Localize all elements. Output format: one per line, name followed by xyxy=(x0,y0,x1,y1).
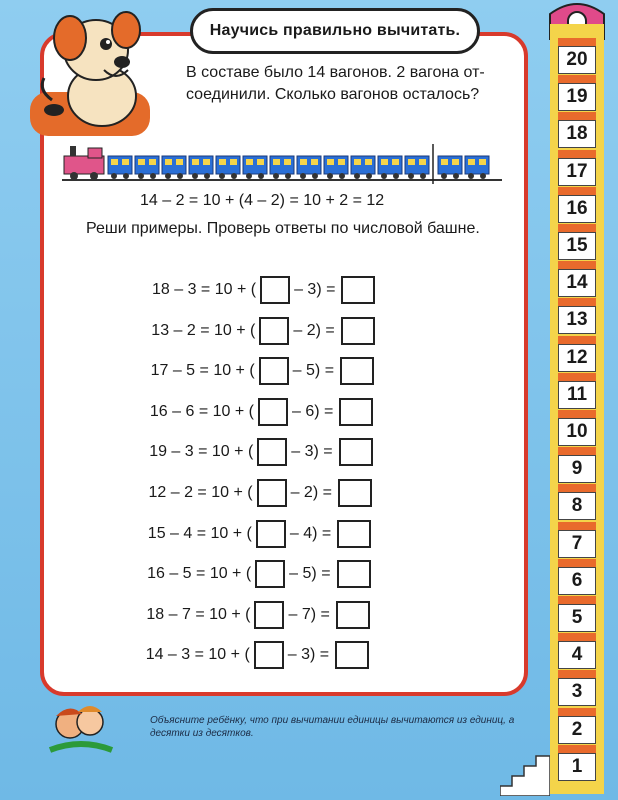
parent-footnote: Объясните ребёнку, что при вычитании единицы вычитаются из единиц, а десятки из десятков. xyxy=(150,715,515,739)
tower-number: 15 xyxy=(558,232,596,260)
tower-number: 5 xyxy=(558,604,596,632)
tower-stripe xyxy=(558,150,596,158)
exercise-left: 17 – 5 = 10 + ( xyxy=(150,362,255,380)
exercise-sub: – 6) = xyxy=(291,402,334,420)
exercise-left: 13 – 2 = 10 + ( xyxy=(151,321,256,339)
tower-number: 18 xyxy=(558,120,596,148)
answer-box[interactable] xyxy=(339,438,373,466)
tower-stairs-icon xyxy=(500,740,550,796)
wagon-icon xyxy=(465,156,489,179)
exercise-sub: – 7) = xyxy=(288,605,330,623)
blank-box[interactable] xyxy=(257,479,287,507)
answer-box[interactable] xyxy=(338,479,372,507)
tower-number: 8 xyxy=(558,492,596,520)
wagon-icon xyxy=(243,156,267,179)
tower-stripe xyxy=(558,745,596,753)
answer-box[interactable] xyxy=(337,520,371,548)
tower-number: 3 xyxy=(558,678,596,706)
instruction-text: Реши примеры. Проверь ответы по числовой башне. xyxy=(86,220,480,237)
blank-box[interactable] xyxy=(258,398,288,426)
tower-stripe xyxy=(558,298,596,306)
exercise-left: 14 – 3 = 10 + ( xyxy=(145,646,250,664)
number-tower xyxy=(544,0,610,800)
wagon-icon xyxy=(351,156,375,179)
tower-stripe xyxy=(558,187,596,195)
tower-number: 6 xyxy=(558,567,596,595)
blank-box[interactable] xyxy=(254,641,284,669)
page-title: Научись правильно вычитать. xyxy=(190,8,480,54)
exercise-row xyxy=(148,520,375,548)
exercise-left: 15 – 4 = 10 + ( xyxy=(147,524,252,542)
exercise-row xyxy=(152,276,379,304)
exercise-sub: – 3) = xyxy=(291,443,333,461)
tower-stripe xyxy=(558,670,596,678)
tower-stripe xyxy=(558,336,596,344)
wagon-icon xyxy=(297,156,321,179)
exercise-left: 18 – 7 = 10 + ( xyxy=(146,605,251,623)
blank-box[interactable] xyxy=(259,357,289,385)
answer-box[interactable] xyxy=(336,601,370,629)
tower-number: 4 xyxy=(558,641,596,669)
exercise-row xyxy=(147,560,374,588)
exercise-row xyxy=(151,357,378,385)
exercise-row xyxy=(150,398,377,426)
exercise-sub: – 5) = xyxy=(289,565,331,583)
blank-box[interactable] xyxy=(254,601,284,629)
tower-stripe xyxy=(558,522,596,530)
answer-box[interactable] xyxy=(340,357,374,385)
tower-number: 16 xyxy=(558,195,596,223)
wagon-icon xyxy=(108,156,132,179)
answer-box[interactable] xyxy=(341,317,375,345)
answer-box[interactable] xyxy=(335,641,369,669)
blank-box[interactable] xyxy=(256,520,286,548)
tower-number: 17 xyxy=(558,158,596,186)
tower-stripe xyxy=(558,38,596,46)
exercise-row xyxy=(146,641,373,669)
tower-stripe xyxy=(558,596,596,604)
exercise-sub: – 3) = xyxy=(287,646,330,664)
answer-box[interactable] xyxy=(337,560,371,588)
tower-stripe xyxy=(558,484,596,492)
exercise-row xyxy=(146,601,373,629)
exercise-sub: – 2) = xyxy=(293,321,335,339)
exercise-sub: – 3) = xyxy=(294,281,336,298)
answer-box[interactable] xyxy=(339,398,373,426)
publisher-logo-icon xyxy=(46,698,116,768)
tower-number: 13 xyxy=(558,306,596,334)
tower-stripe xyxy=(558,447,596,455)
wagon-icon xyxy=(216,156,240,179)
wagon-icon xyxy=(378,156,402,179)
exercise-row xyxy=(149,479,376,507)
wagon-icon xyxy=(438,156,462,179)
tower-stripe xyxy=(558,75,596,83)
tower-number: 7 xyxy=(558,530,596,558)
tower-stripe xyxy=(558,708,596,716)
wagon-icon xyxy=(270,156,294,179)
exercise-left: 16 – 5 = 10 + ( xyxy=(147,565,252,583)
word-problem: В составе было 14 вагонов. 2 вагона от-соединили. Сколько вагонов осталось? xyxy=(186,64,485,103)
wagon-icon xyxy=(324,156,348,179)
exercise-left: 12 – 2 = 10 + ( xyxy=(148,484,253,501)
tower-number: 12 xyxy=(558,344,596,372)
exercise-row xyxy=(151,317,378,345)
exercise-sub: – 5) = xyxy=(292,362,335,380)
tower-number: 9 xyxy=(558,455,596,483)
tower-number: 11 xyxy=(558,381,596,409)
tower-number: 14 xyxy=(558,269,596,297)
exercise-left: 18 – 3 = 10 + ( xyxy=(152,281,257,298)
tower-number: 10 xyxy=(558,418,596,446)
tower-number: 2 xyxy=(558,716,596,744)
wagon-icon xyxy=(135,156,159,179)
wagon-icon xyxy=(405,156,429,179)
exercise-sub: – 4) = xyxy=(289,524,332,542)
tower-stripe xyxy=(558,559,596,567)
tower-stripe xyxy=(558,261,596,269)
tower-number: 1 xyxy=(558,753,596,781)
blank-box[interactable] xyxy=(259,317,289,345)
wagon-icon xyxy=(189,156,213,179)
tower-number: 19 xyxy=(558,83,596,111)
exercise-left: 19 – 3 = 10 + ( xyxy=(149,443,254,461)
dog-mascot-icon xyxy=(30,0,170,140)
tower-stripe xyxy=(558,373,596,381)
blank-box[interactable] xyxy=(255,560,285,588)
tower-number: 20 xyxy=(558,46,596,74)
engine-icon xyxy=(64,146,104,180)
answer-box[interactable] xyxy=(341,276,375,304)
train-icon xyxy=(62,144,502,184)
wagon-icon xyxy=(162,156,186,179)
tower-stripe xyxy=(558,112,596,120)
exercise-sub: – 2) = xyxy=(290,484,332,501)
exercise-left: 16 – 6 = 10 + ( xyxy=(149,402,254,420)
worked-example: 14 – 2 = 10 + (4 – 2) = 10 + 2 = 12 xyxy=(140,192,385,209)
exercise-row xyxy=(149,438,376,466)
tower-stripe xyxy=(558,633,596,641)
blank-box[interactable] xyxy=(257,438,287,466)
tower-stripe xyxy=(558,224,596,232)
tower-stripe xyxy=(558,410,596,418)
blank-box[interactable] xyxy=(260,276,290,304)
